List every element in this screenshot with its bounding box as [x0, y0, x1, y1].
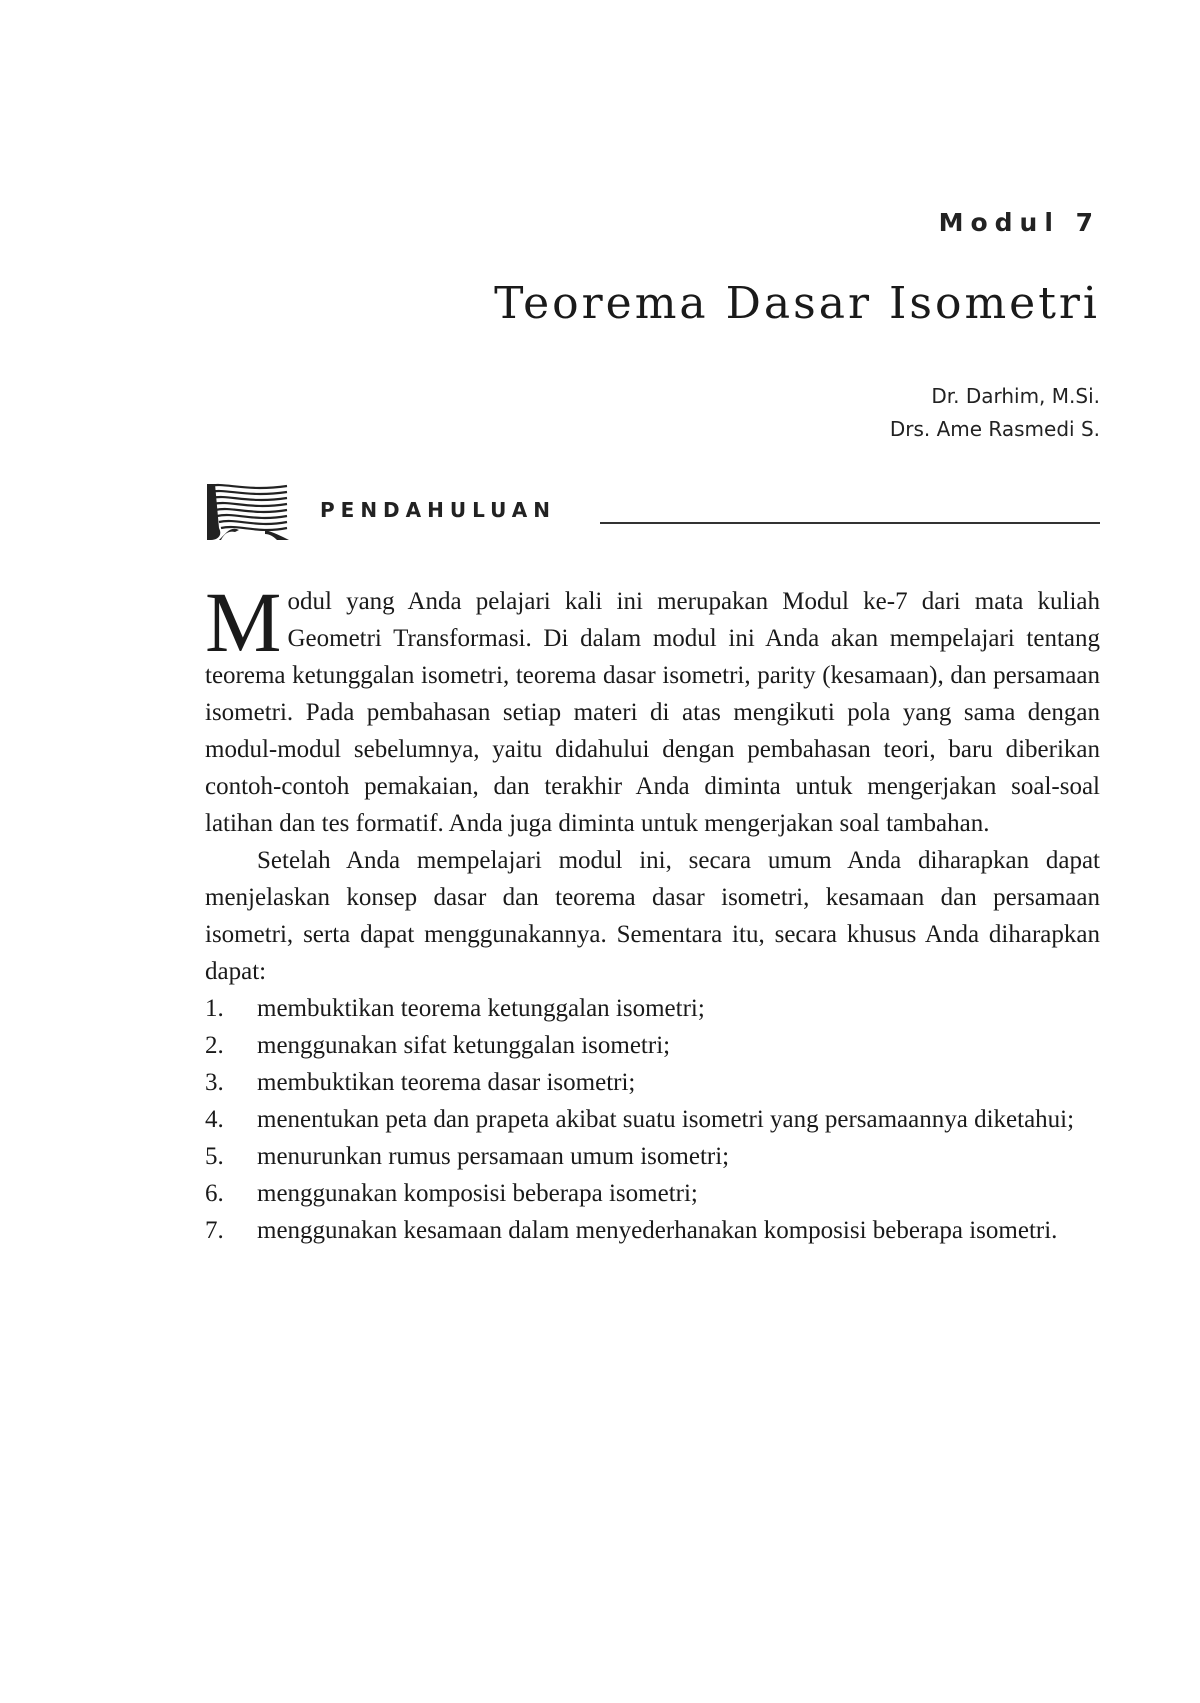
section-title: PENDAHULUAN: [320, 498, 556, 522]
module-label: Modul 7: [938, 208, 1100, 237]
intro-paragraph-1: [205, 574, 1100, 842]
drop-cap: M: [205, 574, 282, 670]
list-item-number: 2.: [205, 1032, 224, 1059]
list-item: [205, 990, 1100, 1027]
list-item-number: 3.: [205, 1069, 224, 1096]
list-item-number: 7.: [205, 1217, 224, 1244]
list-item: [205, 1138, 1100, 1175]
list-item-text: menggunakan kesamaan dalam menyederhanakan komposisi beberapa isometri.: [257, 1217, 1058, 1244]
intro-paragraph-1-text: odul yang Anda pelajari kali ini merupakan Modul ke-7 dari mata kuliah Geometri Transformasi. Di dalam modul ini Anda akan mempelajari tentang teorema ketunggalan isometri, teorema dasar isometri, parity (kesamaan), dan persamaan isometri. Pada pembahasan setiap materi di atas mengikuti pola yang sama dengan modul-modul sebelumnya, yaitu didahului dengan pembahasan teori, baru diberikan contoh-contoh pemakaian, dan terakhir Anda diminta untuk mengerjakan soal-soal latihan dan tes formatif. Anda juga diminta untuk mengerjakan soal tambahan.: [205, 588, 1100, 837]
page-title: Teorema Dasar Isometri: [494, 278, 1100, 329]
book-icon: [205, 480, 291, 542]
list-item: [205, 1175, 1100, 1212]
list-item-text: menurunkan rumus persamaan umum isometri;: [257, 1143, 730, 1170]
list-item-number: 6.: [205, 1180, 224, 1207]
list-item-number: 4.: [205, 1106, 224, 1133]
list-item: [205, 1212, 1100, 1249]
list-item: [205, 1101, 1100, 1138]
authors: [890, 380, 1100, 446]
intro-text: [205, 574, 1100, 1249]
author-1: Dr. Darhim, M.Si.: [931, 384, 1100, 408]
intro-paragraph-2: Setelah Anda mempelajari modul ini, secara umum Anda diharapkan dapat menjelaskan konsep dasar dan teorema dasar isometri, kesamaan dan persamaan isometri, serta dapat menggunakannya. Sementara itu, secara khusus Anda diharapkan dapat:: [205, 847, 1100, 985]
list-item-text: menggunakan sifat ketunggalan isometri;: [257, 1032, 671, 1059]
author-2: Drs. Ame Rasmedi S.: [889, 417, 1100, 441]
list-item-text: membuktikan teorema ketunggalan isometri;: [257, 995, 705, 1022]
objectives-list: [205, 990, 1100, 1249]
section-rule: [600, 522, 1100, 524]
list-item: [205, 1027, 1100, 1064]
list-item-number: 5.: [205, 1143, 224, 1170]
section-header: [205, 480, 1100, 542]
list-item-text: menentukan peta dan prapeta akibat suatu isometri yang persamaannya diketahui;: [257, 1106, 1075, 1133]
list-item-text: menggunakan komposisi beberapa isometri;: [257, 1180, 698, 1207]
list-item: [205, 1064, 1100, 1101]
list-item-text: membuktikan teorema dasar isometri;: [257, 1069, 636, 1096]
list-item-number: 1.: [205, 995, 224, 1022]
